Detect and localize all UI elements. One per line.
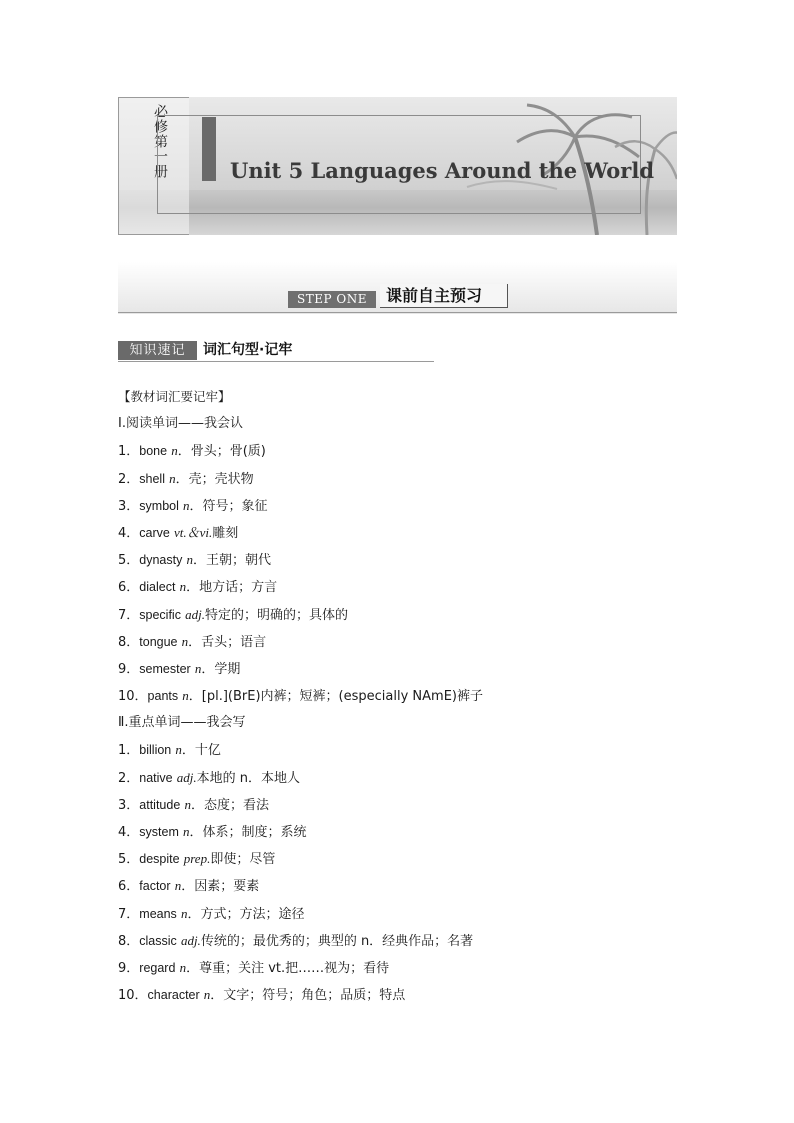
item-part-of-speech: n (175, 742, 182, 758)
item-part-of-speech: n (194, 660, 202, 676)
item-meaning: ．舌头；语言 (188, 634, 267, 650)
item-word: dynasty (139, 553, 183, 568)
vocab-item (118, 655, 678, 682)
item-part-of-speech: n (182, 688, 189, 704)
vocab-item (118, 601, 678, 628)
item-part-of-speech: n (179, 579, 187, 595)
item-part-of-speech: n (180, 905, 188, 921)
item-number: 6． (118, 580, 140, 596)
item-number: 8． (118, 634, 140, 650)
vocab-item (118, 492, 678, 519)
part1-items (118, 437, 678, 709)
item-number: 8． (118, 933, 140, 949)
section-badge: 知识速记 (118, 341, 197, 360)
item-number: 2． (118, 471, 140, 487)
item-word: factor (139, 879, 171, 894)
item-word: means (139, 906, 177, 921)
item-meaning: ．体系；制度；系统 (189, 825, 307, 840)
vocab-item (118, 628, 678, 655)
vocab-item (118, 465, 678, 492)
item-number: 9． (118, 661, 140, 677)
item-word: symbol (139, 498, 179, 513)
item-meaning: ．王朝；朝代 (193, 553, 272, 569)
item-word: regard (139, 960, 176, 975)
item-meaning: ．文字；符号；角色；品质；特点 (210, 988, 406, 1004)
section-underline (118, 361, 434, 362)
step-title: 课前自主预习 (380, 284, 508, 308)
item-number: 10． (118, 689, 148, 705)
volume-label: 必修第一册 (152, 104, 168, 179)
item-meaning: ．学期 (201, 661, 241, 677)
item-word: native (139, 770, 173, 785)
item-meaning: ．[pl.](BrE)内裤；短裤；(especially NAmE)裤子 (188, 689, 483, 705)
item-number: 3． (118, 498, 140, 514)
item-meaning: ．骨头；骨(质) (177, 444, 266, 460)
item-part-of-speech: n (171, 443, 178, 459)
vocab-item (118, 954, 678, 981)
item-number: 9． (118, 960, 140, 976)
item-word: dialect (139, 580, 176, 595)
part2-heading: Ⅱ.重点单词——我会写 (118, 715, 246, 731)
item-part-of-speech: adj. (180, 932, 201, 948)
item-meaning: ．态度；看法 (190, 797, 269, 813)
item-word: tongue (139, 634, 178, 649)
item-number: 5． (118, 852, 140, 868)
part2-items (118, 736, 678, 1008)
item-number: 4． (118, 825, 140, 840)
item-number: 7． (118, 607, 140, 623)
item-meaning: ．十亿 (181, 743, 221, 759)
item-number: 1． (118, 743, 140, 759)
item-part-of-speech: n (183, 497, 190, 513)
item-part-of-speech: n (184, 796, 191, 812)
vocab-item (118, 736, 678, 763)
item-word: billion (139, 743, 172, 758)
vocab-item (118, 818, 678, 845)
list-heading: 【教材词汇要记牢】 (118, 389, 231, 404)
item-number: 1． (118, 444, 140, 460)
item-word: semester (139, 661, 191, 676)
item-number: 5． (118, 553, 140, 569)
item-part-of-speech: n (183, 824, 190, 839)
vocab-item (118, 872, 678, 899)
item-word: attitude (139, 797, 181, 812)
item-word: carve (139, 525, 170, 540)
item-word: bone (139, 444, 168, 459)
vocab-item (118, 682, 678, 709)
item-number: 2． (118, 770, 140, 786)
item-word: pants (147, 689, 179, 704)
unit-title: Unit 5 Languages Around the World (230, 158, 655, 183)
item-word: character (147, 988, 200, 1003)
vocab-item (118, 546, 678, 573)
item-part-of-speech: n (174, 878, 182, 894)
item-meaning: 即使；尽管 (210, 852, 276, 868)
item-meaning: ．因素；要素 (181, 879, 260, 895)
item-meaning: ．方式；方法；途径 (187, 906, 305, 922)
item-meaning: ．尊重；关注 vt.把……视为；看待 (186, 960, 390, 976)
vocab-item (118, 981, 678, 1008)
item-number: 10． (118, 988, 148, 1004)
item-word: specific (139, 607, 181, 622)
item-meaning: 雕刻 (212, 525, 239, 541)
vocab-item (118, 764, 678, 791)
item-word: shell (139, 471, 165, 486)
item-part-of-speech: n (179, 959, 187, 975)
item-part-of-speech: prep. (183, 851, 211, 867)
item-part-of-speech: n (203, 987, 211, 1003)
item-meaning: 传统的；最优秀的；典型的 n．经典作品；名著 (200, 933, 474, 949)
item-part-of-speech: n (169, 470, 176, 486)
vocab-item (118, 927, 678, 954)
vocab-item (118, 900, 678, 927)
vocab-item (118, 519, 678, 546)
vocab-item (118, 573, 678, 600)
item-part-of-speech: vt.＆vi. (174, 524, 213, 540)
step-one-badge: STEP ONE (288, 291, 376, 308)
section-title: 词汇句型·记牢 (203, 342, 293, 358)
item-part-of-speech: adj. (176, 769, 197, 785)
vocab-item (118, 437, 678, 464)
item-meaning: ．地方话；方言 (186, 580, 278, 596)
item-number: 4． (118, 525, 140, 541)
step-divider (118, 312, 677, 313)
item-number: 7． (118, 906, 140, 922)
item-meaning: ．符号；象征 (189, 498, 268, 514)
item-part-of-speech: adj. (185, 606, 205, 622)
item-word: system (139, 825, 179, 839)
item-part-of-speech: n (186, 552, 194, 568)
item-meaning: 本地的 n．本地人 (196, 770, 301, 786)
item-word: classic (139, 933, 177, 948)
item-part-of-speech: n (181, 633, 189, 649)
item-number: 3． (118, 797, 140, 813)
item-word: despite (139, 852, 180, 867)
item-number: 6． (118, 879, 140, 895)
vocab-item (118, 791, 678, 818)
item-meaning: ．壳；壳状物 (175, 471, 254, 487)
part1-heading: Ⅰ.阅读单词——我会认 (118, 416, 243, 432)
item-meaning: 特定的；明确的；具体的 (204, 607, 348, 623)
vocabulary-list (118, 383, 678, 1008)
vocab-item (118, 845, 678, 872)
